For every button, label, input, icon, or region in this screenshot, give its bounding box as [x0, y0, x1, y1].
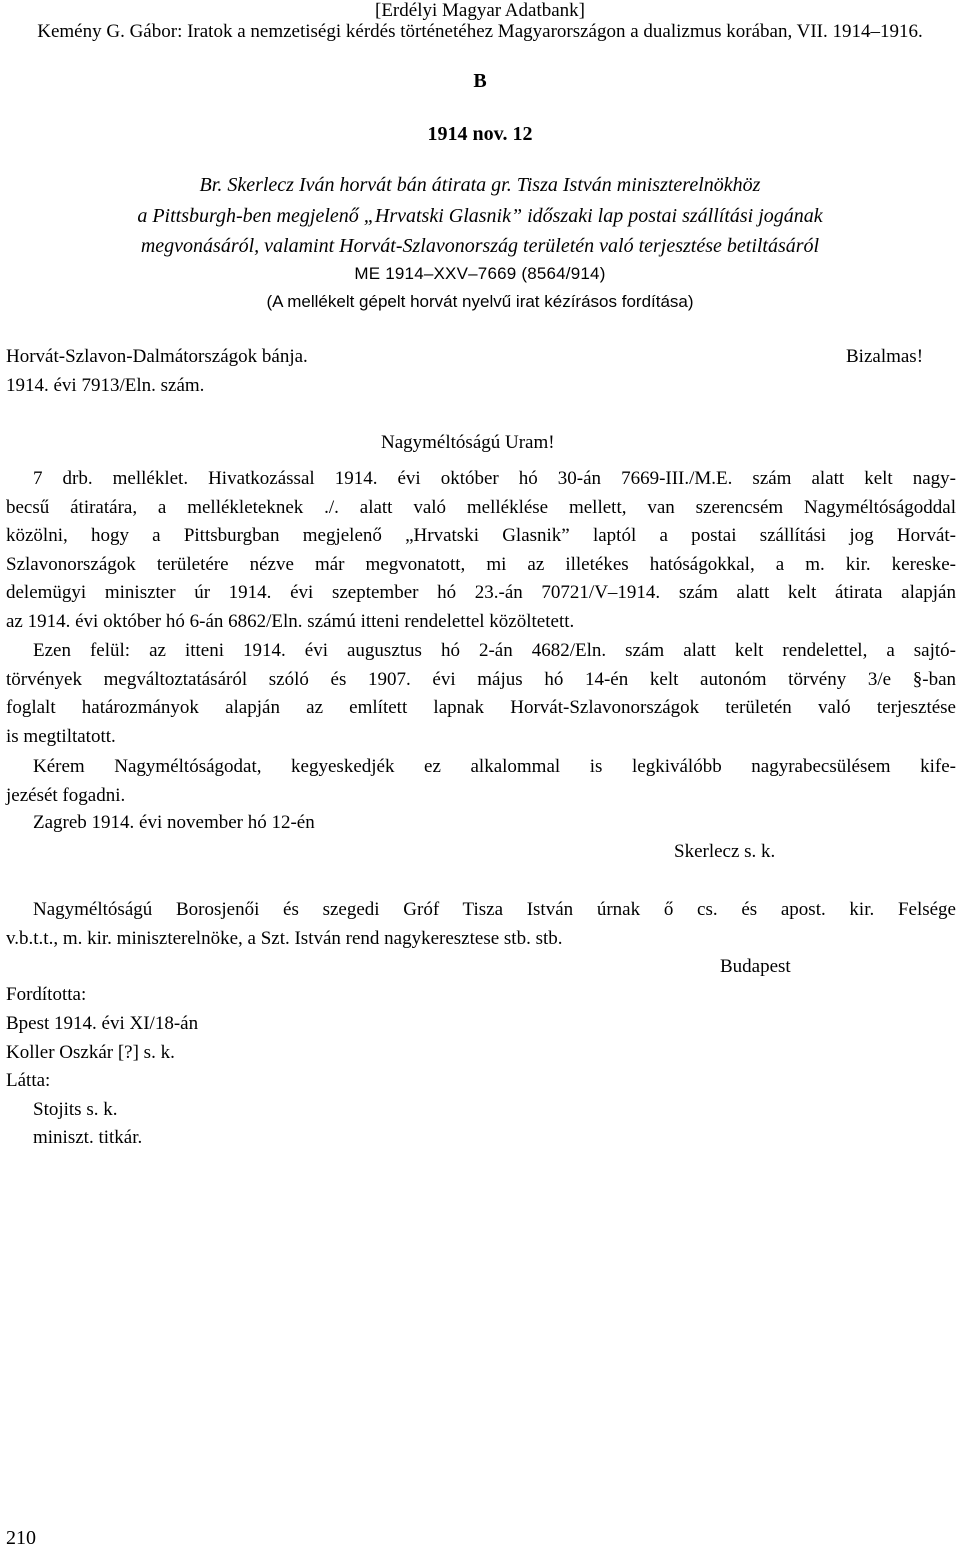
- seen-by-name: Stojits s. k.: [33, 1099, 118, 1120]
- text-line: Nagyméltóságú Borosjenői és szegedi Gróf Tisza István úrnak ő cs. és apost. kir. Felsége: [33, 899, 956, 920]
- body-paragraph-1: [6, 465, 956, 636]
- signature: Skerlecz s. k.: [674, 841, 776, 862]
- text-line: törvények megváltoztatásáról szóló és 1907. évi május hó 14-én kelt autonóm törvény 3/e §-ban: [6, 668, 956, 690]
- text-line: foglalt határozmányok alapján az említett lapnak Horvát-Szlavonországok területén való terjesztése: [6, 697, 956, 718]
- addressee-block: [6, 896, 956, 953]
- body-paragraph-2: [6, 637, 956, 751]
- text-line: jezését fogadni.: [6, 784, 126, 806]
- text-line: v.b.t.t., m. kir. miniszterelnöke, a Szt. István rend nagykeresztese stb. stb.: [6, 927, 563, 949]
- document-letter: B: [473, 70, 487, 92]
- summary-line: Br. Skerlecz Iván horvát bán átirata gr. Tisza István miniszterelnökhöz: [199, 174, 761, 196]
- file-number: 1914. évi 7913/Eln. szám.: [6, 375, 205, 396]
- text-line: delemügyi miniszter úr 1914. évi szeptember hó 23.-án 70721/V–1914. szám alatt kelt átirata alapján: [6, 582, 956, 603]
- page-number: 210: [6, 1527, 36, 1549]
- sender-title: Horvát-Szlavon-Dalmátországok bánja.: [6, 346, 308, 367]
- archive-reference: ME 1914–XXV–7669 (8564/914): [354, 264, 606, 283]
- text-line: Ezen felül: az itteni 1914. évi augusztus hó 2-án 4682/Eln. szám alatt kelt rendelettel, a sajtó-: [33, 640, 956, 661]
- translation-note: (A mellékelt gépelt horvát nyelvű irat kézírásos fordítása): [266, 292, 694, 311]
- place-date: Zagreb 1914. évi november hó 12-én: [33, 812, 315, 833]
- text-line: is megtiltatott.: [6, 725, 116, 747]
- citation-header: Kemény G. Gábor: Iratok a nemzetiségi kérdés történetéhez Magyarországon a dualizmus korában, VII. 1914–1916.: [37, 21, 923, 42]
- text-line: az 1914. évi október hó 6-án 6862/Eln. számú itteni rendelettel közöltetett.: [6, 610, 575, 632]
- text-line: Kérem Nagyméltóságodat, kegyeskedjék ez alkalommal is legkiválóbb nagyrabecsülésem kife-: [33, 756, 956, 777]
- translator-name: Koller Oszkár [?] s. k.: [6, 1042, 175, 1063]
- destination-city: Budapest: [720, 956, 791, 977]
- source-header: [Erdélyi Magyar Adatbank]: [375, 0, 585, 21]
- text-line: Szlavonországok területére nézve már megvonatott, mi az illetékes hatóságokkal, a m. kir. kereske-: [6, 553, 956, 575]
- body-paragraph-3: [6, 753, 956, 810]
- text-line: becsű átiratára, a mellékleteknek ./. alatt való melléklése mellett, van szerencsém Nagyméltóságoddal: [6, 496, 956, 518]
- seen-label: Látta:: [6, 1070, 51, 1091]
- confidential-mark: Bizalmas!: [846, 346, 924, 367]
- seen-by-title: miniszt. titkár.: [33, 1127, 143, 1148]
- summary-line: megvonásáról, valamint Horvát-Szlavonország területén való terjesztése betiltásáról: [140, 235, 820, 257]
- translated-by-label: Fordította:: [6, 984, 87, 1005]
- salutation: Nagyméltóságú Uram!: [381, 432, 555, 453]
- summary-line: a Pittsburgh-ben megjelenő „Hrvatski Glasnik” időszaki lap postai szállítási jogának: [137, 205, 823, 227]
- translation-date: Bpest 1914. évi XI/18-án: [6, 1013, 199, 1034]
- document-date: 1914 nov. 12: [427, 123, 533, 145]
- text-line: közölni, hogy a Pittsburgban megjelenő „Hrvatski Glasnik” laptól a postai szállítási jog Horvát-: [6, 525, 956, 546]
- text-line: 7 drb. melléklet. Hivatkozással 1914. évi október hó 30-án 7669-III./M.E. szám alatt kelt nagy-: [33, 468, 956, 489]
